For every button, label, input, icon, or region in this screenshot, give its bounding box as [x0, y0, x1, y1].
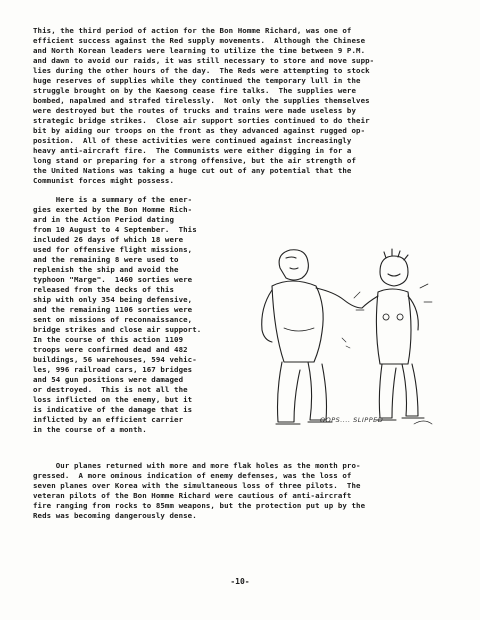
big-man-leg-left [278, 362, 301, 422]
big-man-arm [316, 288, 362, 308]
thin-man-arm [362, 296, 378, 308]
page-number: -10- [230, 577, 250, 586]
illustration-caption: OOPS.... SLIPPED [320, 416, 384, 424]
summary-paragraph: Here is a summary of the ener- gies exerted by the Bon Homme Rich- ard in the Action Period dating from 10 August to 4 September. This included 26 days of which 18 were used for offensive flight missions, and the remaining 8 were used to replenish the ship and avoid the typhoon "Marge". 1460 sorties were released from the decks of this ship with only 354 being defensive, and the remaining 1106 sorties were sent on missions of reconnaissance, bridge strikes and close air support. In the course of this action 1109 troops were confirmed dead and 482 buildings, 56 warehouses, 594 vehic- les, 996 railroad cars, 167 bridges and 54 gun positions were damaged or destroyed. This is not all the loss inflicted on the enemy, but it is indicative of the damage that is inflicted by an efficient carrier in the course of a month. [33, 195, 202, 434]
big-man-head [279, 250, 308, 280]
closing-paragraph: Our planes returned with more and more flak holes as the month pro- gressed. A more ominous indication of enemy defenses, was the loss of seven planes over Korea with the simultaneous loss of three pilots. The veteran pilots of the Bon Homme Richard were cautious of anti-aircraft fire ranging from rocks to 85mm weapons, but the protection put up by the Reds was becoming dangerously dense. [33, 461, 366, 520]
big-man-torso [272, 281, 323, 362]
big-man-leg-right [308, 362, 327, 420]
intro-paragraph: This, the third period of action for the Bon Homme Richard, was one of efficient success against the Red supply movements. Although the Chinese and North Korean leaders were learning to utilize the time between 9 P.M. and dawn to avoid our raids, it was still necessary to store and move supp- lies during the other hours of the day. The Reds were attempting to stock huge reserves of supplies while they continued the temporary lull in the struggle brought on by the Kaesong cease fire talks. The supplies were bombed, napalmed and strafed tirelessly. Not only the supplies themselves were destroyed but the routes of trucks and trains were made useless by strategic bridge strikes. Close air support sorties continued to do their bit by aiding our troops on the front as they advanced against rugged op- position. All of these activities were continued against increasingly heavy anti-aircraft fire. The Communists were either digging in for a long stand or preparing for a strong offensive, but the air strength of the United Nations was taking a huge cut out of any potential that the Communist forces might possess. [33, 26, 375, 185]
thin-man-torso [376, 289, 411, 364]
thin-man-leg-left [379, 364, 396, 418]
